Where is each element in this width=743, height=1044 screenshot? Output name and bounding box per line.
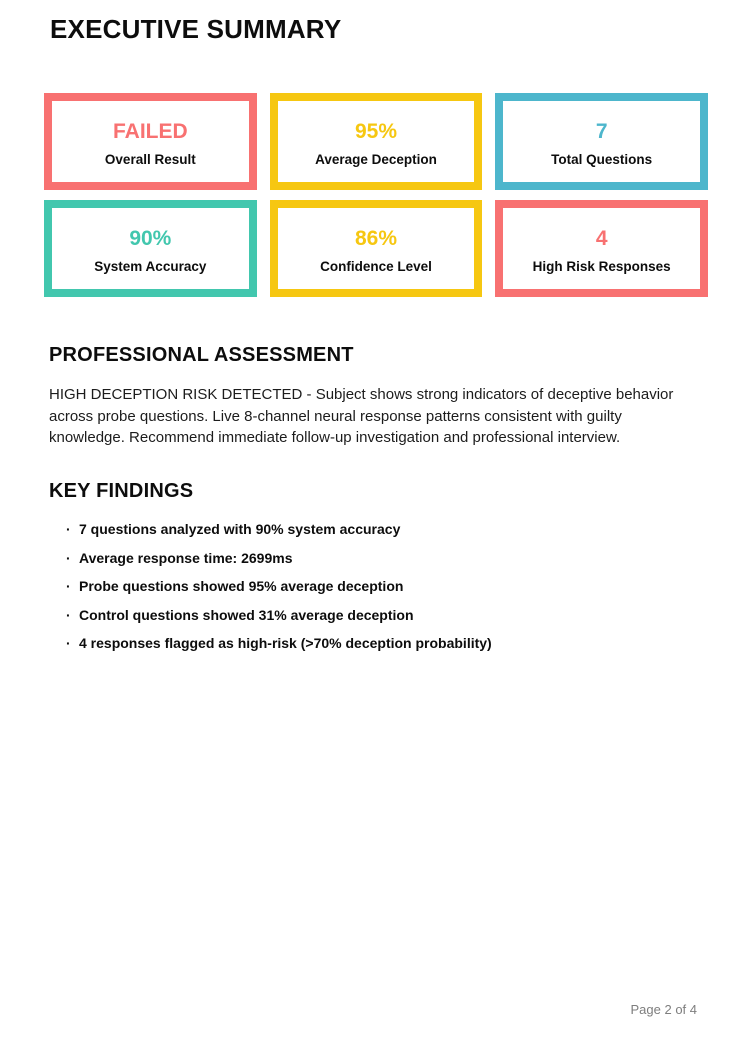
stat-value: 90% (129, 227, 172, 250)
stat-value: 95% (354, 120, 397, 143)
stat-label: Total Questions (551, 152, 653, 167)
key-finding-item: · Average response time: 2699ms (66, 550, 492, 566)
stat-card-total-questions (495, 93, 708, 190)
stat-label: System Accuracy (94, 259, 207, 274)
key-finding-item: · Control questions showed 31% average deception (66, 607, 492, 623)
page-title: EXECUTIVE SUMMARY (50, 14, 342, 44)
professional-assessment-body: HIGH DECEPTION RISK DETECTED - Subject shows strong indicators of deceptive behavior across probe questions. Live 8-channel neural response patterns consistent with guilty knowledge. Recommend immediate follow-up investigation and professional interview. (49, 386, 674, 446)
stat-value: 86% (354, 227, 397, 250)
stat-label: Overall Result (104, 152, 196, 167)
key-finding-item: · Probe questions showed 95% average deception (66, 578, 492, 594)
stat-value: 4 (595, 227, 608, 250)
page-number: Page 2 of 4 (630, 1002, 697, 1017)
key-finding-item: · 7 questions analyzed with 90% system accuracy (66, 521, 492, 537)
stat-card-overall-result (44, 93, 257, 190)
stat-card-system-accuracy (44, 200, 257, 297)
stat-card-average-deception (270, 93, 483, 190)
key-findings-heading: KEY FINDINGS (49, 480, 194, 502)
professional-assessment-heading: PROFESSIONAL ASSESSMENT (49, 344, 354, 366)
key-findings-list (66, 521, 492, 664)
key-finding-item: · 4 responses flagged as high-risk (>70% deception probability) (66, 635, 492, 651)
summary-stat-grid (44, 93, 708, 297)
stat-value: FAILED (112, 120, 188, 143)
stat-card-high-risk-responses (495, 200, 708, 297)
stat-value: 7 (595, 120, 608, 143)
stat-label: Average Deception (315, 152, 437, 167)
stat-label: High Risk Responses (532, 259, 671, 274)
stat-label: Confidence Level (320, 259, 432, 274)
stat-card-confidence-level (270, 200, 483, 297)
